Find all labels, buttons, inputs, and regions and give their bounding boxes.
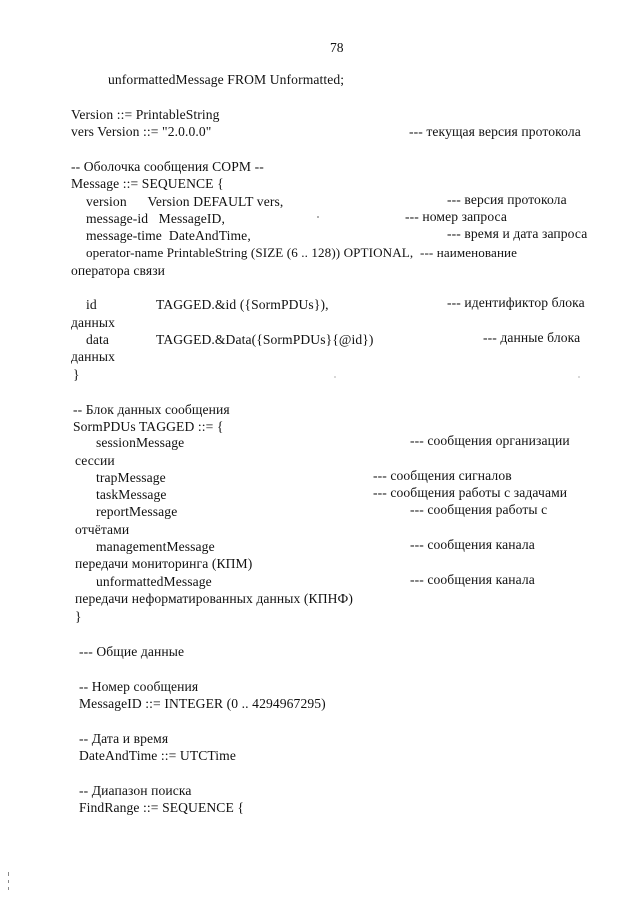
scan-speck: [578, 376, 580, 378]
closing-brace: }: [75, 609, 82, 624]
section-comment: -- Дата и время: [79, 731, 169, 746]
margin-mark: [8, 872, 9, 876]
asn1-line: Message ::= SEQUENCE {: [71, 176, 224, 191]
scan-speck: [317, 216, 319, 218]
margin-mark: [8, 880, 9, 883]
line-comment: --- текущая версия протокола: [409, 124, 581, 139]
line-comment: --- номер запроса: [405, 209, 507, 224]
asn1-line: TAGGED.&id ({SormPDUs}),: [156, 297, 329, 312]
line-comment: --- идентификтор блока: [447, 295, 585, 310]
asn1-line: передачи неформатированных данных (КПНФ): [75, 591, 354, 606]
line-comment: --- сообщения работы с: [410, 502, 548, 517]
line-comment: --- сообщения организации: [410, 433, 570, 448]
asn1-line: message-id MessageID,: [86, 211, 225, 226]
asn1-line: FindRange ::= SEQUENCE {: [79, 800, 244, 815]
section-comment: -- Номер сообщения: [79, 679, 199, 694]
line-comment: --- сообщения сигналов: [373, 468, 512, 483]
asn1-line: данных: [71, 315, 116, 330]
asn1-line: Version ::= PrintableString: [71, 107, 220, 122]
asn1-line: unformattedMessage FROM Unformatted;: [108, 72, 345, 87]
section-comment: --- Общие данные: [79, 644, 185, 659]
asn1-field: taskMessage: [96, 487, 167, 502]
asn1-field: data: [86, 332, 110, 347]
asn1-line: данных: [71, 349, 116, 364]
asn1-line: MessageID ::= INTEGER (0 .. 4294967295): [79, 696, 326, 711]
asn1-line: оператора связи: [71, 263, 166, 278]
asn1-line: vers Version ::= "2.0.0.0": [71, 124, 212, 139]
scan-speck: [334, 376, 336, 378]
asn1-line: передачи мониторинга (КПМ): [75, 556, 253, 571]
line-comment: --- данные блока: [483, 330, 581, 345]
asn1-field: unformattedMessage: [96, 574, 212, 589]
asn1-field: reportMessage: [96, 504, 178, 519]
asn1-line: version Version DEFAULT vers,: [86, 194, 284, 209]
margin-mark: [8, 887, 9, 890]
line-comment: --- сообщения канала: [410, 572, 535, 587]
closing-brace: }: [73, 367, 80, 382]
line-comment: --- сообщения канала: [410, 537, 535, 552]
section-comment: -- Блок данных сообщения: [73, 402, 230, 417]
line-comment: --- версия протокола: [447, 192, 567, 207]
asn1-line: SormPDUs TAGGED ::= {: [73, 419, 224, 434]
asn1-line: отчётами: [75, 522, 130, 537]
asn1-line: message-time DateAndTime,: [86, 228, 251, 243]
asn1-line: TAGGED.&Data({SormPDUs}{@id}): [156, 332, 374, 347]
asn1-field: sessionMessage: [96, 435, 185, 450]
asn1-field: managementMessage: [96, 539, 215, 554]
asn1-field: id: [86, 297, 97, 312]
asn1-line: DateAndTime ::= UTCTime: [79, 748, 236, 763]
section-comment: -- Диапазон поиска: [79, 783, 192, 798]
line-comment: --- время и дата запроса: [447, 226, 588, 241]
section-comment: -- Оболочка сообщения СОРМ --: [71, 159, 264, 174]
page-number: 78: [330, 40, 344, 55]
asn1-line: сессии: [75, 453, 115, 468]
asn1-line: operator-name PrintableString (SIZE (6 .. 128)) OPTIONAL, --- наименование: [86, 245, 518, 260]
asn1-field: trapMessage: [96, 470, 166, 485]
line-comment: --- сообщения работы с задачами: [373, 485, 568, 500]
